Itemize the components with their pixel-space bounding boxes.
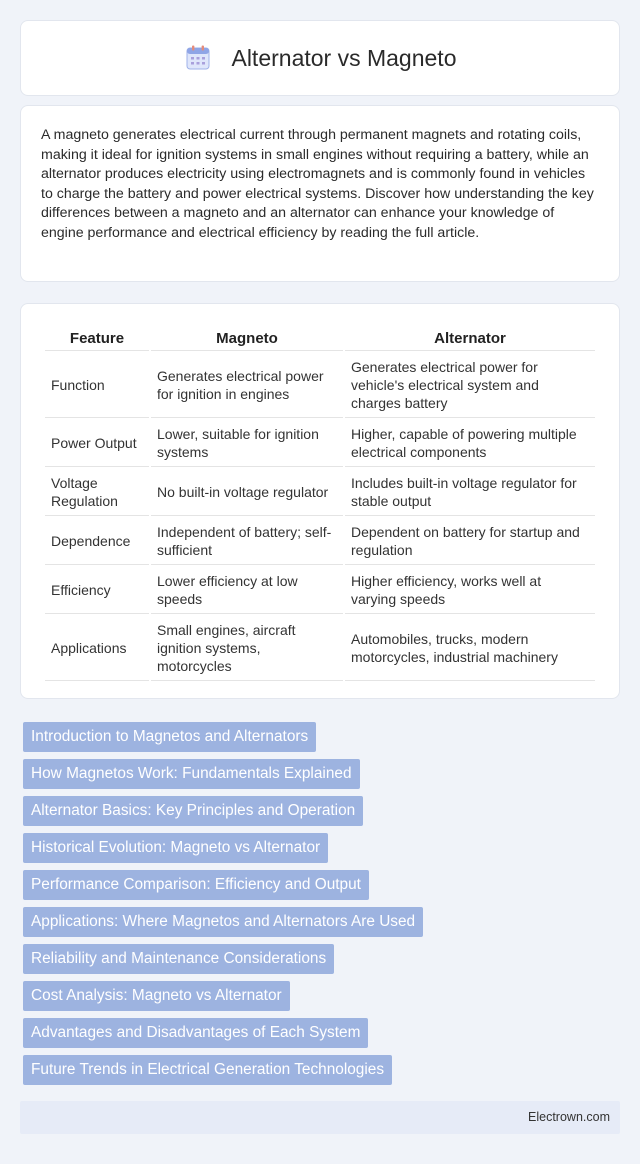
page-title: Alternator vs Magneto bbox=[231, 44, 457, 71]
cell-feature: Efficiency bbox=[45, 567, 149, 614]
cell-magneto: Lower, suitable for ignition systems bbox=[151, 420, 343, 467]
cell-alternator: Includes built-in voltage regulator for stable output bbox=[345, 469, 595, 516]
calendar-grid-icon bbox=[183, 43, 213, 73]
header-magneto: Magneto bbox=[151, 326, 343, 351]
header-feature: Feature bbox=[45, 326, 149, 351]
topic-links bbox=[23, 722, 623, 1092]
cell-feature: Function bbox=[45, 353, 149, 418]
cell-magneto: Lower efficiency at low speeds bbox=[151, 567, 343, 614]
table-row bbox=[45, 420, 595, 467]
topic-link[interactable]: Reliability and Maintenance Considerations bbox=[23, 944, 334, 974]
topic-link[interactable]: Applications: Where Magnetos and Alternators Are Used bbox=[23, 907, 423, 937]
cell-alternator: Automobiles, trucks, modern motorcycles, industrial machinery bbox=[345, 616, 595, 681]
footer bbox=[20, 1101, 620, 1134]
title-card bbox=[20, 20, 620, 96]
table-row bbox=[45, 616, 595, 681]
cell-feature: Dependence bbox=[45, 518, 149, 565]
header-alternator: Alternator bbox=[345, 326, 595, 351]
topic-link[interactable]: How Magnetos Work: Fundamentals Explained bbox=[23, 759, 360, 789]
table-row bbox=[45, 469, 595, 516]
intro-text: A magneto generates electrical current through permanent magnets and rotating coils, making it ideal for ignition systems in small engines without requiring a battery, while an alternator produces electricity using electromagnets and is commonly found in vehicles to charge the battery and power electrical systems. Discover how understanding the key differences between a magneto and an alternator can enhance your knowledge of engine performance and electrical efficiency by reading the full article. bbox=[41, 127, 594, 241]
cell-magneto: No built-in voltage regulator bbox=[151, 469, 343, 516]
table-row bbox=[45, 567, 595, 614]
topic-link[interactable]: Cost Analysis: Magneto vs Alternator bbox=[23, 981, 290, 1011]
table-row bbox=[45, 353, 595, 418]
cell-feature: Power Output bbox=[45, 420, 149, 467]
table-header-row bbox=[45, 326, 595, 351]
topic-link[interactable]: Introduction to Magnetos and Alternators bbox=[23, 722, 316, 752]
topic-link[interactable]: Future Trends in Electrical Generation Technologies bbox=[23, 1055, 392, 1085]
cell-magneto: Generates electrical power for ignition in engines bbox=[151, 353, 343, 418]
cell-feature: Voltage Regulation bbox=[45, 469, 149, 516]
topic-link[interactable]: Historical Evolution: Magneto vs Alternator bbox=[23, 833, 328, 863]
comparison-table-card bbox=[20, 303, 620, 699]
footer-site-name[interactable]: Electrown.com bbox=[528, 1110, 610, 1124]
cell-alternator: Dependent on battery for startup and regulation bbox=[345, 518, 595, 565]
topic-link[interactable]: Performance Comparison: Efficiency and Output bbox=[23, 870, 369, 900]
intro-card bbox=[20, 105, 620, 282]
topic-link[interactable]: Alternator Basics: Key Principles and Operation bbox=[23, 796, 363, 826]
cell-magneto: Small engines, aircraft ignition systems, motorcycles bbox=[151, 616, 343, 681]
topic-link[interactable]: Advantages and Disadvantages of Each System bbox=[23, 1018, 368, 1048]
table-row bbox=[45, 518, 595, 565]
cell-alternator: Generates electrical power for vehicle's electrical system and charges battery bbox=[345, 353, 595, 418]
cell-feature: Applications bbox=[45, 616, 149, 681]
cell-alternator: Higher efficiency, works well at varying speeds bbox=[345, 567, 595, 614]
cell-magneto: Independent of battery; self-sufficient bbox=[151, 518, 343, 565]
cell-alternator: Higher, capable of powering multiple electrical components bbox=[345, 420, 595, 467]
comparison-table bbox=[43, 324, 597, 683]
